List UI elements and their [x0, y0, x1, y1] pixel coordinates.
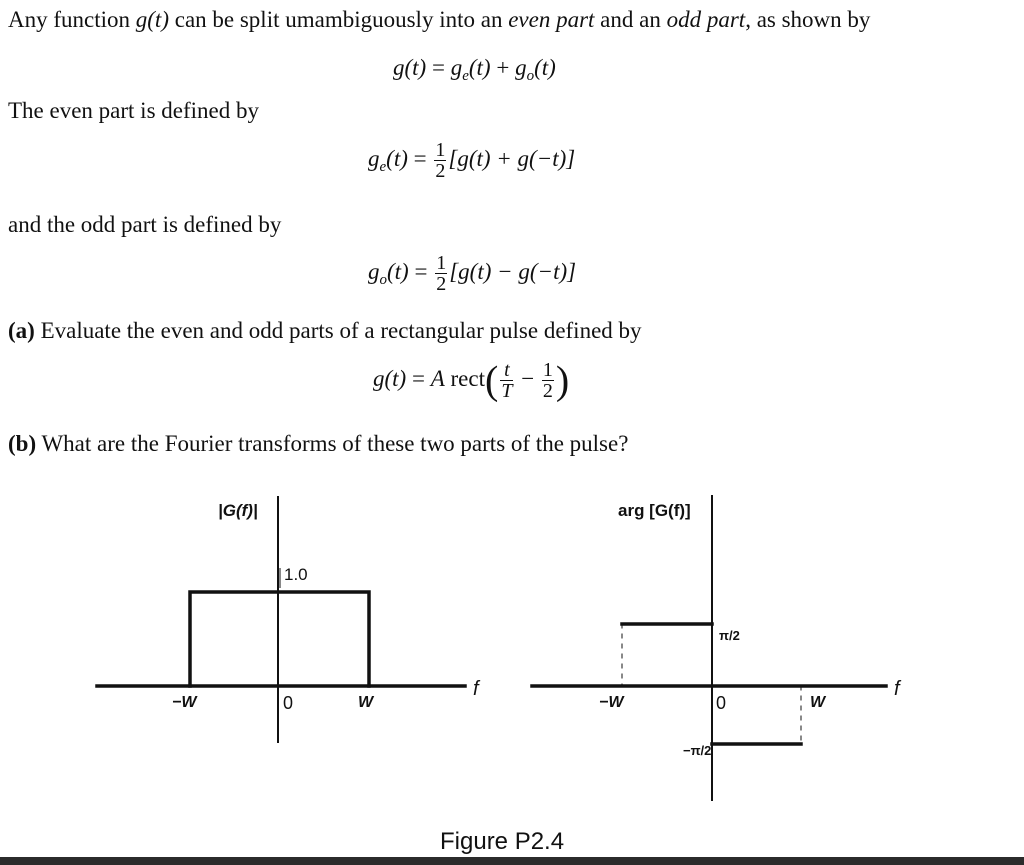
magnitude-x-tick-w: W: [358, 694, 374, 711]
fraction-half: $\frac{1}{2}$: [435, 139, 446, 182]
fraction-t-over-T: $\frac{t}{T}$: [501, 359, 513, 402]
part-b-question: (b) What are the Fourier transforms of these two parts of the pulse?: [8, 431, 629, 456]
magnitude-x-tick-neg-w: −W: [172, 694, 197, 711]
equation-decomposition: $g(t) = g_e(t) + g_o(t)$: [393, 55, 556, 84]
even-part-text: The even part is defined by: [8, 98, 259, 123]
phase-y-label: arg [G(f)]: [618, 501, 691, 520]
footer-divider: [0, 857, 1024, 865]
phase-x-axis-label: f: [894, 678, 900, 700]
magnitude-rect: [190, 592, 369, 686]
intro-sentence: Any function g(t) can be split umambiguously into an even part and an odd part, as shown by: [8, 7, 871, 32]
phase-x-tick-neg-w: −W: [599, 694, 624, 711]
equation-odd-part: $g_o(t)$ = $\frac{1}{2}$ [g(t) − g(−t)]: [368, 252, 577, 295]
phase-x-tick-w: W: [810, 694, 826, 711]
magnitude-x-tick-origin: 0: [283, 693, 294, 713]
equation-even-part: $g_e(t)$ = $\frac{1}{2}$ [g(t) + g(−t)]: [368, 139, 576, 182]
fraction-half: $\frac{1}{2}$: [436, 252, 447, 295]
part-a-question: (a) Evaluate the even and odd parts of a rectangular pulse defined by: [8, 318, 642, 343]
phase-x-tick-origin: 0: [716, 693, 727, 713]
fraction-half: $\frac{1}{2}$: [542, 359, 553, 402]
phase-pos-label: π/2: [719, 628, 740, 643]
magnitude-plot: [97, 497, 465, 742]
magnitude-level-label: 1.0: [284, 565, 308, 584]
phase-neg-label: −π/2: [683, 743, 712, 758]
equation-rect-pulse: g(t) = A rect( $\frac{t}{T}$ − $\frac{1}{2}$ ): [373, 357, 570, 403]
figure-caption: Figure P2.4: [440, 828, 565, 855]
odd-part-text: and the odd part is defined by: [8, 212, 282, 237]
magnitude-x-axis-label: f: [473, 678, 479, 700]
magnitude-y-label: |G(f)|: [218, 501, 258, 520]
